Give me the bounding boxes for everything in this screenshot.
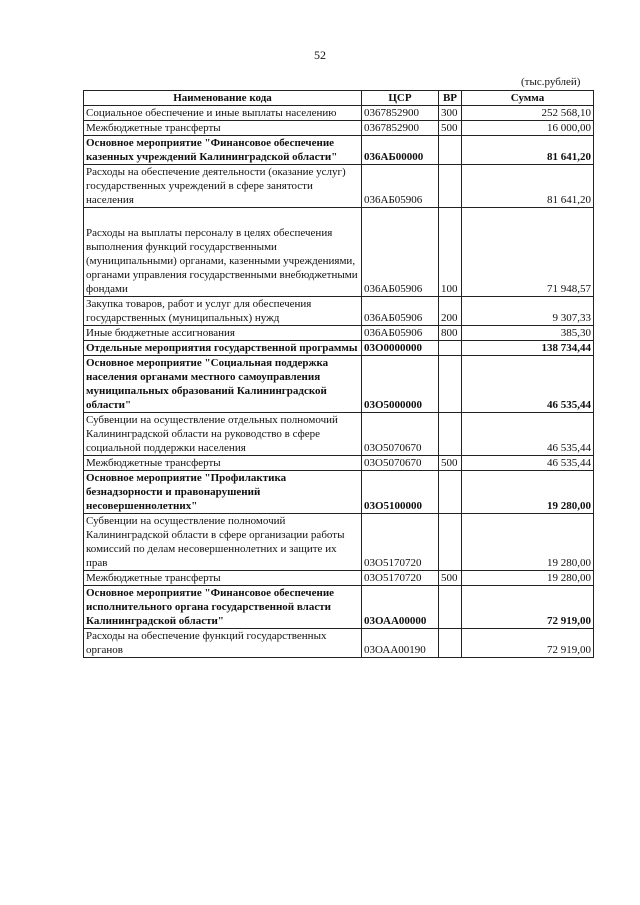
- cell-sum: 9 307,33: [462, 297, 594, 326]
- cell-name: Основное мероприятие "Финансовое обеспечение исполнительного органа государственной власти Калининградской области": [84, 586, 362, 629]
- cell-csr: 036АБ05906: [362, 165, 439, 208]
- cell-vr: [439, 413, 462, 456]
- cell-csr: 036АБ05906: [362, 326, 439, 341]
- cell-vr: [439, 629, 462, 658]
- cell-name: Межбюджетные трансферты: [84, 456, 362, 471]
- table-row: [84, 106, 594, 121]
- cell-csr: 03О5170720: [362, 514, 439, 571]
- cell-sum: 72 919,00: [462, 586, 594, 629]
- cell-name: Основное мероприятие "Профилактика безнадзорности и правонарушений несовершеннолетних": [84, 471, 362, 514]
- budget-table: [83, 90, 594, 658]
- table-row: [84, 471, 594, 514]
- cell-csr: 0367852900: [362, 121, 439, 136]
- cell-name: Иные бюджетные ассигнования: [84, 326, 362, 341]
- cell-vr: 300: [439, 106, 462, 121]
- table-row: [84, 571, 594, 586]
- table-body: [84, 106, 594, 658]
- table-row: [84, 121, 594, 136]
- cell-csr: 036АБ05906: [362, 208, 439, 297]
- cell-sum: 46 535,44: [462, 456, 594, 471]
- table-header-row: [84, 91, 594, 106]
- table-row: [84, 356, 594, 413]
- cell-csr: 03О5070670: [362, 456, 439, 471]
- table-row: [84, 456, 594, 471]
- cell-vr: 500: [439, 456, 462, 471]
- table-row: [84, 629, 594, 658]
- cell-csr: 03О5070670: [362, 413, 439, 456]
- cell-csr: 03О5170720: [362, 571, 439, 586]
- table-row: [84, 413, 594, 456]
- cell-name: Расходы на обеспечение функций государственных органов: [84, 629, 362, 658]
- cell-vr: 100: [439, 208, 462, 297]
- cell-name: Межбюджетные трансферты: [84, 571, 362, 586]
- cell-csr: 03ОАА00000: [362, 586, 439, 629]
- cell-sum: 71 948,57: [462, 208, 594, 297]
- cell-vr: [439, 356, 462, 413]
- table-row: [84, 165, 594, 208]
- table-row: [84, 297, 594, 326]
- cell-csr: 036АБ00000: [362, 136, 439, 165]
- table-row: [84, 586, 594, 629]
- cell-csr: 03О0000000: [362, 341, 439, 356]
- cell-name: Социальное обеспечение и иные выплаты населению: [84, 106, 362, 121]
- table-row: [84, 514, 594, 571]
- cell-vr: [439, 341, 462, 356]
- cell-sum: 138 734,44: [462, 341, 594, 356]
- cell-name: Закупка товаров, работ и услуг для обеспечения государственных (муниципальных) нужд: [84, 297, 362, 326]
- cell-vr: [439, 136, 462, 165]
- cell-vr: [439, 471, 462, 514]
- cell-sum: 46 535,44: [462, 413, 594, 456]
- cell-name: Основное мероприятие "Финансовое обеспечение казенных учреждений Калининградской области": [84, 136, 362, 165]
- table-row: [84, 208, 594, 297]
- cell-vr: 200: [439, 297, 462, 326]
- page-number: 52: [314, 48, 326, 62]
- cell-sum: 252 568,10: [462, 106, 594, 121]
- cell-sum: 19 280,00: [462, 471, 594, 514]
- cell-vr: [439, 586, 462, 629]
- table-row: [84, 136, 594, 165]
- cell-name: Расходы на обеспечение деятельности (оказание услуг) государственных учреждений в сфере занятости населения: [84, 165, 362, 208]
- table-row: [84, 341, 594, 356]
- cell-vr: [439, 165, 462, 208]
- cell-csr: 03О5100000: [362, 471, 439, 514]
- cell-csr: 03О5000000: [362, 356, 439, 413]
- cell-sum: 81 641,20: [462, 136, 594, 165]
- cell-sum: 385,30: [462, 326, 594, 341]
- cell-vr: 500: [439, 121, 462, 136]
- cell-sum: 72 919,00: [462, 629, 594, 658]
- table-row: [84, 326, 594, 341]
- cell-name: Межбюджетные трансферты: [84, 121, 362, 136]
- cell-name: Отдельные мероприятия государственной программы: [84, 341, 362, 356]
- header-csr: ЦСР: [362, 91, 439, 106]
- cell-sum: 16 000,00: [462, 121, 594, 136]
- cell-csr: 036АБ05906: [362, 297, 439, 326]
- cell-vr: [439, 514, 462, 571]
- header-name: Наименование кода: [84, 91, 362, 106]
- cell-sum: 81 641,20: [462, 165, 594, 208]
- cell-csr: 0367852900: [362, 106, 439, 121]
- cell-vr: 800: [439, 326, 462, 341]
- cell-sum: 19 280,00: [462, 514, 594, 571]
- cell-sum: 19 280,00: [462, 571, 594, 586]
- cell-name: Основное мероприятие "Социальная поддержка населения органами местного самоуправления муниципальных образований Калининградской области": [84, 356, 362, 413]
- cell-sum: 46 535,44: [462, 356, 594, 413]
- header-sum: Сумма: [462, 91, 594, 106]
- cell-vr: 500: [439, 571, 462, 586]
- header-vr: ВР: [439, 91, 462, 106]
- cell-name: Субвенции на осуществление полномочий Калининградской области в сфере организации работы комиссий по делам несовершеннолетних и защите их прав: [84, 514, 362, 571]
- units-label: (тыс.рублей): [521, 76, 581, 88]
- cell-name: Субвенции на осуществление отдельных полномочий Калининградской области на руководство в сфере социальной поддержки населения: [84, 413, 362, 456]
- cell-csr: 03ОАА00190: [362, 629, 439, 658]
- cell-name: Расходы на выплаты персоналу в целях обеспечения выполнения функций государственными (муниципальными) органами, казенными учреждениями, органами управления государственными внебюджетными фондами: [84, 208, 362, 297]
